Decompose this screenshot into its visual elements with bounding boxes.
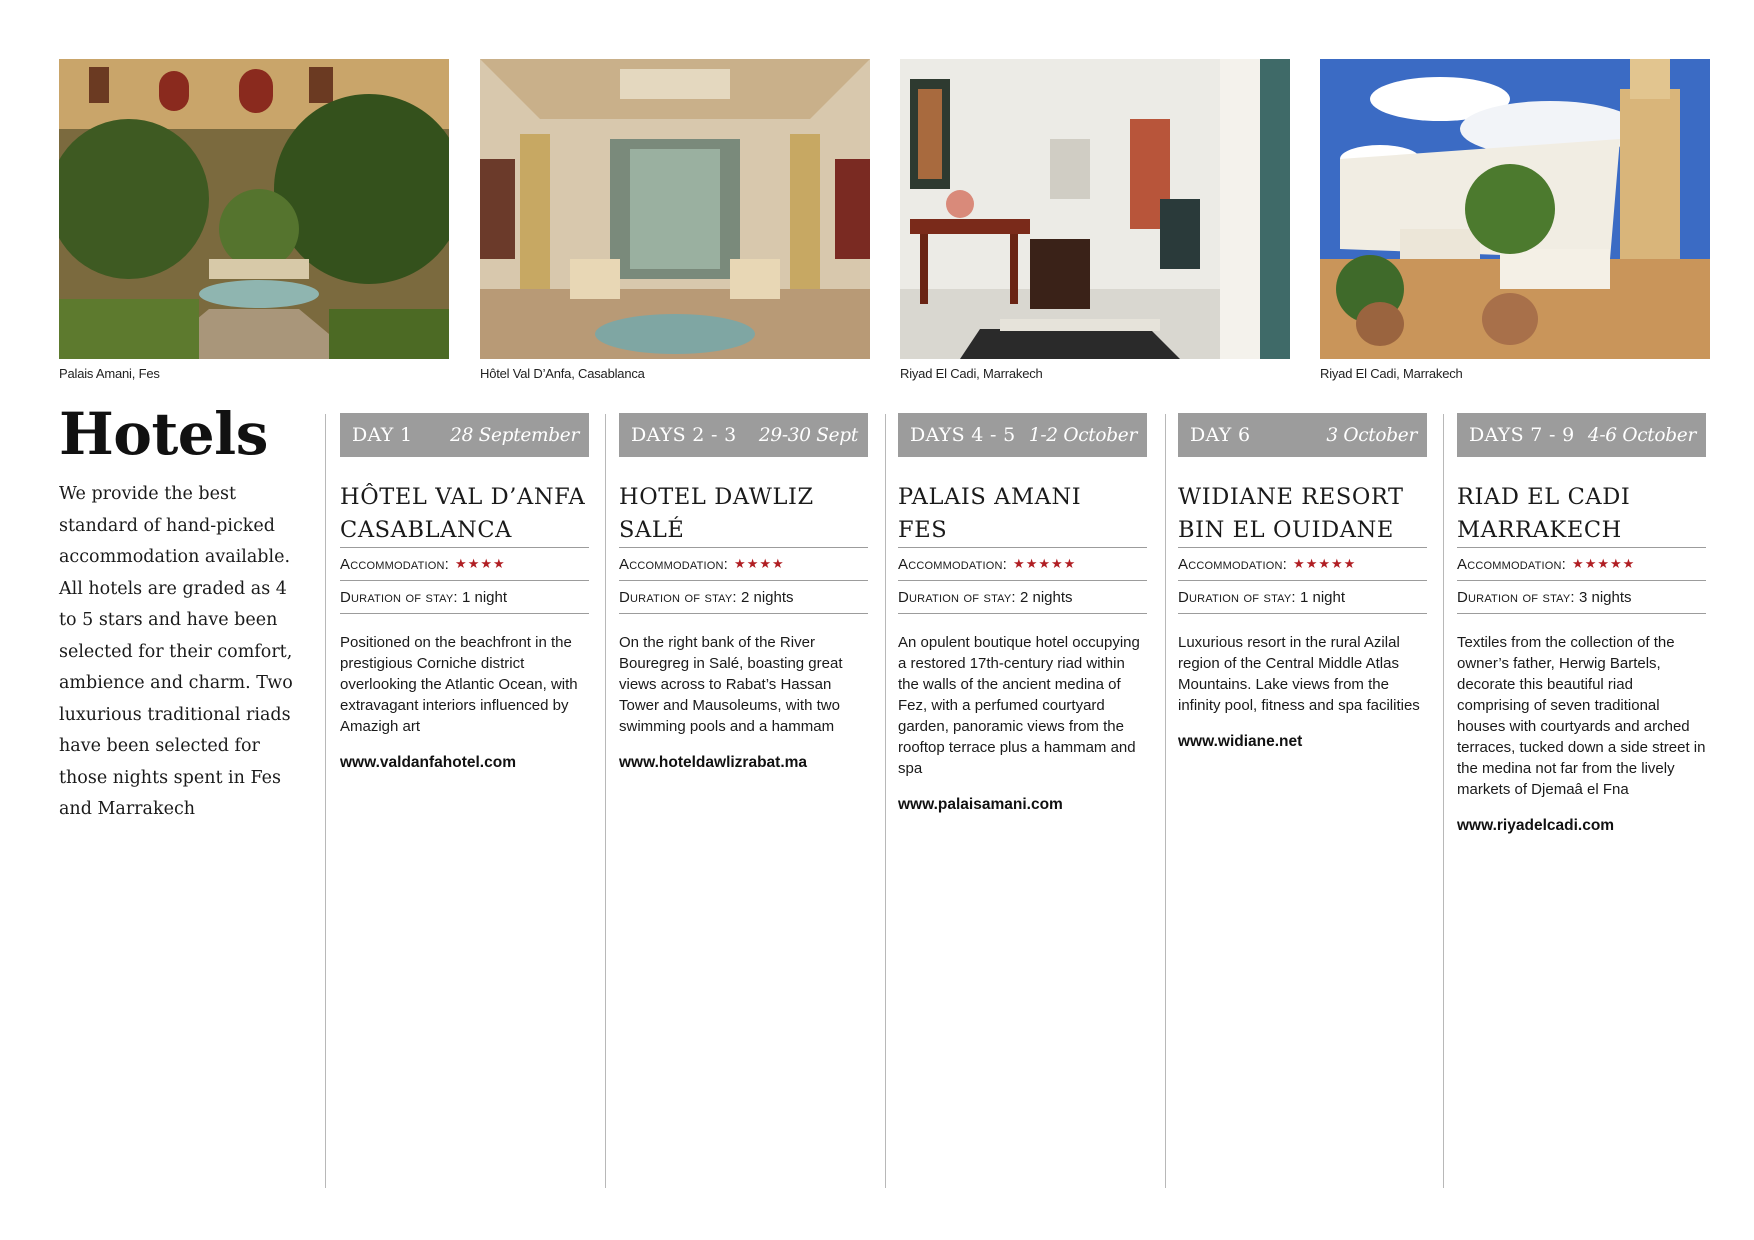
day-header [340,413,589,457]
day-date: 28 September [450,424,579,446]
hotel-name-line1: HOTEL DAWLIZ [619,484,814,510]
duration-value: 2 nights [740,588,794,606]
page-title: Hotels [59,400,268,468]
star-rating: ★★★★★ [1572,556,1636,571]
star-rating: ★★★★ [734,556,785,571]
photo-val-danfa [480,59,870,359]
hotel-url[interactable]: www.widiane.net [1178,733,1303,750]
duration-row [1457,580,1706,613]
divider [1457,613,1706,614]
divider [1178,613,1427,614]
accommodation-label: Accommodation: [619,555,729,573]
duration-row [1178,580,1427,613]
duration-value: 1 night [1299,588,1346,606]
day-header [619,413,868,457]
star-rating: ★★★★ [455,556,506,571]
hotel-description: Luxurious resort in the rural Azilal region of the Central Middle Atlas Mountains. Lake views from the infinity pool, fitness and spa facilities [1178,634,1420,714]
column-divider [1165,414,1166,1188]
photo-caption: Hôtel Val D’Anfa, Casablanca [480,366,645,381]
photo-riyad-el-cadi-terrace [1320,59,1710,359]
hotel-description: Positioned on the beachfront in the prestigious Corniche district overlooking the Atlantic Ocean, with extravagant interiors influenced by Amazigh art [340,634,578,735]
hotel-description: Textiles from the collection of the owner’s father, Herwig Bartels, decorate this beautiful riad comprising of seven traditional houses with courtyards and arched terraces, tucked down a side street in the medina not far from the lively markets of Djemaâ el Fna [1457,634,1706,798]
hotel-name-line2: FES [898,517,948,543]
photo-caption: Palais Amani, Fes [59,366,160,381]
day-date: 4-6 October [1587,424,1696,446]
hotel-url[interactable]: www.valdanfahotel.com [340,754,516,771]
hotel-name-line1: HÔTEL VAL D’ANFA [340,484,586,510]
duration-label: Duration of stay: [619,588,737,606]
divider [898,613,1147,614]
duration-row [619,580,868,613]
photo-caption: Riyad El Cadi, Marrakech [900,366,1043,381]
accommodation-label: Accommodation: [1178,555,1288,573]
hotel-name-line1: WIDIANE RESORT [1178,484,1404,510]
hotel-name [1457,481,1706,547]
hotel-description: On the right bank of the River Bouregreg in Salé, boasting great views across to Rabat’s Hassan Tower and Mausoleums, with two swimming pools and a hammam [619,634,843,735]
photo-riyad-el-cadi-interior [900,59,1290,359]
column-divider [605,414,606,1188]
star-rating: ★★★★★ [1013,556,1077,571]
duration-value: 2 nights [1019,588,1073,606]
duration-value: 1 night [461,588,508,606]
intro-text: We provide the best standard of hand-picked accommodation available. All hotels are graded as 4 to 5 stars and have been selected for their comfort, ambience and charm. Two luxurious traditional riads have been selected for those nights spent in Fes and Marrakech [59,484,293,819]
day-label: DAYS 2 - 3 [631,424,737,446]
hotel-card-val-danfa [340,413,589,772]
accommodation-label: Accommodation: [340,555,450,573]
duration-label: Duration of stay: [898,588,1016,606]
accommodation-label: Accommodation: [1457,555,1567,573]
accommodation-row [340,547,589,580]
photo-caption: Riyad El Cadi, Marrakech [1320,366,1463,381]
day-header [898,413,1147,457]
day-date: 29-30 Sept [758,424,858,446]
day-label: DAYS 7 - 9 [1469,424,1575,446]
column-divider [885,414,886,1188]
duration-label: Duration of stay: [1457,588,1575,606]
hotel-name [1178,481,1427,547]
hotel-name-line2: SALÉ [619,517,685,543]
duration-row [898,580,1147,613]
accommodation-row [1178,547,1427,580]
hotel-name-line2: MARRAKECH [1457,517,1622,543]
accommodation-row [898,547,1147,580]
hotel-url[interactable]: www.hoteldawlizrabat.ma [619,754,808,771]
hotel-name-line2: BIN EL OUIDANE [1178,517,1394,543]
hotel-card-dawliz [619,413,868,772]
column-divider [1443,414,1444,1188]
accommodation-row [1457,547,1706,580]
hotel-card-palais-amani [898,413,1147,814]
day-header [1457,413,1706,457]
hotel-name [340,481,589,547]
hotel-url[interactable]: www.riyadelcadi.com [1457,817,1615,834]
duration-value: 3 nights [1578,588,1632,606]
photo-palais-amani [59,59,449,359]
divider [619,613,868,614]
duration-row [340,580,589,613]
column-divider [325,414,326,1188]
divider [340,613,589,614]
hotel-name [898,481,1147,547]
hotel-url[interactable]: www.palaisamani.com [898,796,1063,813]
hotel-name-line1: RIAD EL CADI [1457,484,1631,510]
day-date: 1-2 October [1028,424,1137,446]
hotel-name [619,481,868,547]
accommodation-label: Accommodation: [898,555,1008,573]
star-rating: ★★★★★ [1293,556,1357,571]
day-label: DAYS 4 - 5 [910,424,1016,446]
hotel-card-widiane [1178,413,1427,751]
duration-label: Duration of stay: [340,588,458,606]
day-date: 3 October [1326,424,1417,446]
duration-label: Duration of stay: [1178,588,1296,606]
hotel-name-line1: PALAIS AMANI [898,484,1082,510]
hotel-description: An opulent boutique hotel occupying a restored 17th-century riad within the walls of the ancient medina of Fez, with a perfumed courtyard garden, panoramic views from the rooftop terrace plus a hammam and spa [898,634,1140,777]
hotel-card-riad-el-cadi [1457,413,1706,835]
day-label: DAY 6 [1190,424,1251,446]
day-label: DAY 1 [352,424,413,446]
hotel-name-line2: CASABLANCA [340,517,513,543]
accommodation-row [619,547,868,580]
day-header [1178,413,1427,457]
